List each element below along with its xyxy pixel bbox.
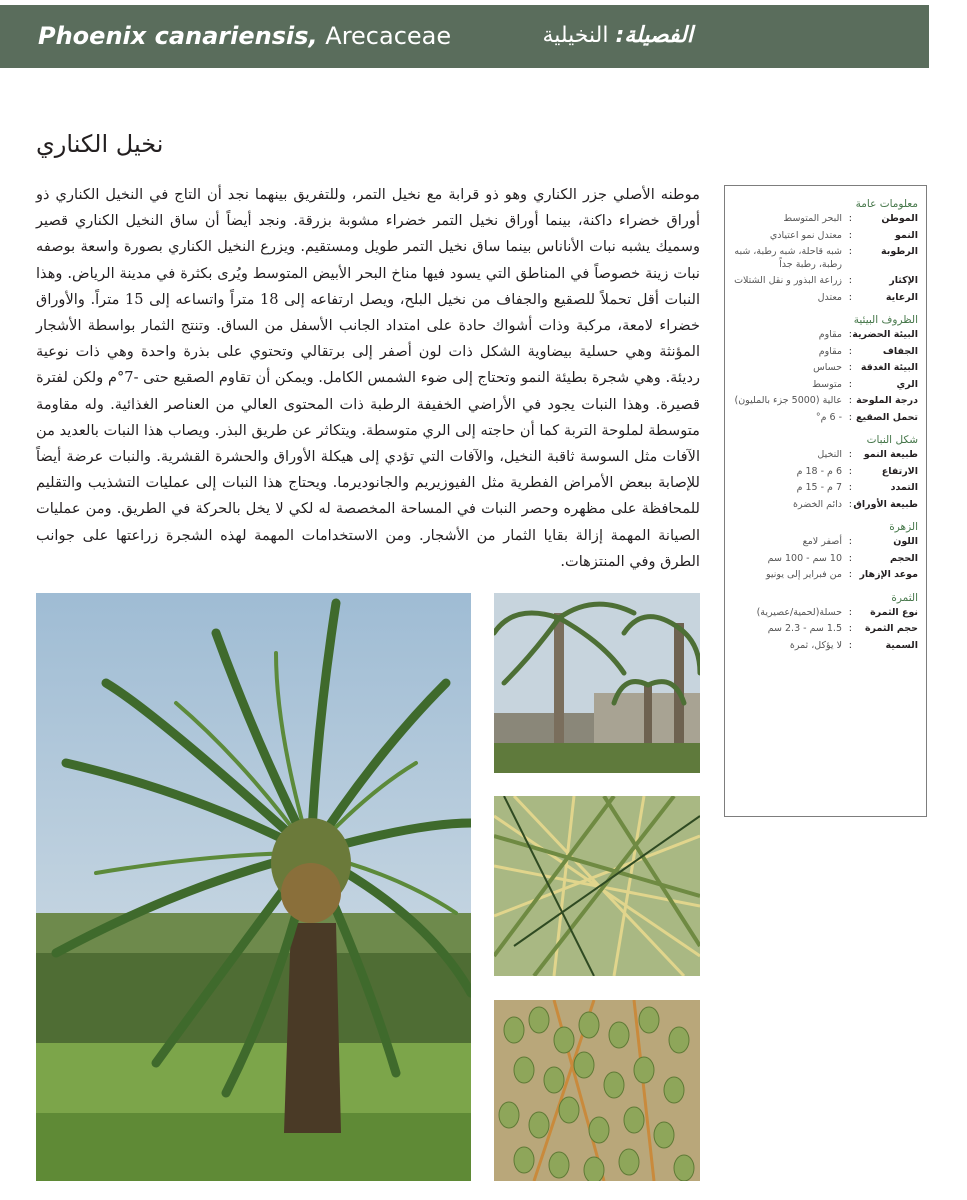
date-fruits-photo <box>494 1000 700 1181</box>
info-row <box>733 213 918 226</box>
family-arabic: النخيلية <box>542 23 609 48</box>
fruit-stalks-photo <box>494 796 700 976</box>
info-separator: : <box>848 552 852 564</box>
info-value: معتدل <box>817 291 842 303</box>
info-value: أصفر لامع <box>802 536 842 547</box>
info-separator: : <box>848 213 852 224</box>
info-key: البيئة الغدقة <box>860 362 918 373</box>
info-value: 10 سم - 100 سم <box>767 552 842 564</box>
info-key: الارتفاع <box>881 465 918 477</box>
info-row <box>733 607 918 620</box>
family-arabic-block <box>542 23 693 48</box>
info-value: البحر المتوسط <box>783 213 842 224</box>
info-row <box>733 466 918 479</box>
info-row <box>733 536 918 549</box>
info-value: شبه قاحلة، شبه رطبة، شبه رطبة، رطبة جداً <box>734 246 842 270</box>
scientific-name: Phoenix canariensis, <box>38 22 318 50</box>
info-row <box>733 329 918 342</box>
info-row <box>733 379 918 392</box>
info-key: الحجم <box>890 552 918 564</box>
info-separator: : <box>848 465 852 477</box>
palm-trunks-photo <box>494 593 700 773</box>
info-section-environment <box>733 314 918 424</box>
info-key: الرعاية <box>885 291 918 303</box>
info-value: لا يؤكل، ثمرة <box>789 639 842 651</box>
section-title: الثمرة <box>891 591 918 604</box>
info-separator: : <box>848 275 852 286</box>
info-key: موعد الإزهار <box>859 569 918 580</box>
info-key: الجفاف <box>882 345 918 357</box>
info-key: تحمل الصقيع <box>856 411 918 423</box>
info-value: معتدل نمو اعتيادي <box>769 229 842 241</box>
info-separator: : <box>848 229 852 241</box>
info-separator: : <box>848 482 852 493</box>
info-key: الرطوبة <box>881 246 918 257</box>
page-header <box>0 5 929 68</box>
info-row <box>733 449 918 462</box>
info-value: متوسط <box>812 378 842 390</box>
info-value: عالية (5000 جزء بالمليون) <box>734 395 842 406</box>
page-title: نخيل الكناري <box>36 130 164 158</box>
section-title: شكل النبات <box>866 434 918 446</box>
info-row <box>733 499 918 512</box>
info-key: التمدد <box>890 482 918 493</box>
info-row <box>733 292 918 305</box>
info-key: النمو <box>894 229 918 241</box>
info-key: اللون <box>893 536 918 547</box>
info-value: حسلة(لحمية/عصيرية) <box>756 606 842 618</box>
info-key: طبيعة الأوراق <box>853 498 918 510</box>
info-row <box>733 362 918 375</box>
info-separator: : <box>848 498 852 510</box>
info-box <box>724 185 927 817</box>
info-row <box>733 275 918 288</box>
info-section-shape <box>733 434 918 511</box>
section-title: الظروف البيئية <box>853 314 918 326</box>
info-key: السمية <box>885 639 918 651</box>
info-key: البيئة الحضرية <box>852 329 918 340</box>
info-separator: : <box>848 449 852 460</box>
info-row <box>733 640 918 653</box>
info-key: درجة الملوحة <box>856 395 918 406</box>
info-separator: : <box>848 345 852 357</box>
info-separator: : <box>848 639 852 651</box>
info-separator: : <box>848 623 852 634</box>
info-value: 7 م - 15 م <box>796 482 842 493</box>
info-key: الري <box>896 378 918 390</box>
description-paragraph: موطنه الأصلي جزر الكناري وهو ذو قرابة مع نخيل التمر، وللتفريق بينهما نجد أن التاج في النخيل الكناري ذو أوراق خضراء داكنة، بينما أوراق نخيل التمر خضراء مشوبة بزرقة. ونجد أيضاً أن ساق النخيل الكناري قصير وسميك يشبه نبات الأناناس بينما ساق نخيل التمر طويل ومستقيم. ويزرع النخيل الكناري بصورة واسعة بوصفه نبات زينة خصوصاً في المناطق التي يسود فيها مناخ البحر الأبيض المتوسط ويُرى بكثرة في مدينة الرياض. وهذا النبات أقل تحملاً للصقيع والجفاف من نخيل البلح، ويصل ارتفاعه إلى 18 متراً واتساعه إلى 15 متراً. والأوراق خضراء لامعة، مركبة وذات أشواك حادة على امتداد الجانب الأسفل من الساق. وتنتج الثمار بواسطة الأشجار المؤنثة وهي حسلية بيضاوية الشكل ذات لون أصفر إلى برتقالي وتحتوي على بذرة واحدة وهي ذات نوعية رديئة. وهي شجرة بطيئة النمو وتحتاج إلى ضوء الشمس الكامل. ويمكن أن تقاوم الصقيع حتى -7°م ولكن لفترة قصيرة. وهذا النبات يجود في الأراضي الخفيفة الرطبة ذات المحتوى العالي من العناصر الغذائية. وله مقاومة متوسطة لملوحة التربة كما أن حاجته إلى الري متوسطة. ويتكاثر عن طريق البذر. ويصاب هذا النبات بالعديد من الآفات مثل السوسة ثاقبة النخيل، والآفات التي تؤدي إلى هيكلة الأوراق والحشرة القشرية. والنبات عرضة أيضاً للإصابة ببعض الأمراض الفطرية مثل الفيوزيريم والجانوديرما. ويحتاج هذا النبات إلى عمليات التشذيب والتقليم للمحافظة على مظهره وحصر النبات في المساحة المخصصة له لكي لا يخل بالحركة في الطريق. ومن عمليات الصيانة المهمة إزالة بقايا الثمار من الأشجار. ومن الاستخدامات المهمة لهذه الشجرة زراعتها على جوانب الطرق وفي المنتزهات. <box>36 186 700 570</box>
info-row <box>733 246 918 271</box>
info-row <box>733 623 918 636</box>
info-value: زراعة البذور و نقل الشتلات <box>734 275 842 286</box>
info-value: دائم الخضرة <box>793 498 842 510</box>
info-separator: : <box>848 395 852 406</box>
info-value: - 6 م° <box>815 411 842 423</box>
section-title: الزهرة <box>889 521 918 533</box>
info-value: حساس <box>813 362 842 373</box>
info-value: 1.5 سم - 2.3 سم <box>767 623 842 634</box>
family-label: الفصيلة: <box>615 23 693 48</box>
info-value: النخيل <box>817 449 842 460</box>
info-row <box>733 346 918 359</box>
info-row <box>733 230 918 243</box>
info-separator: : <box>848 291 852 303</box>
info-section-general <box>733 198 918 304</box>
info-value: من فبراير إلى يونيو <box>766 569 842 580</box>
info-key: طبيعة النمو <box>863 449 918 460</box>
info-value: 6 م - 18 م <box>796 465 842 477</box>
info-section-fruit <box>733 592 918 653</box>
info-key: نوع الثمرة <box>870 606 918 618</box>
info-separator: : <box>848 378 852 390</box>
info-separator: : <box>848 329 852 340</box>
info-separator: : <box>848 536 852 547</box>
info-row <box>733 482 918 495</box>
latin-name <box>38 22 451 50</box>
info-key: الإكثار <box>889 275 918 286</box>
info-value: مقاوم <box>818 329 842 340</box>
info-separator: : <box>848 362 852 373</box>
info-separator: : <box>848 411 852 423</box>
section-title: معلومات عامة <box>855 198 918 210</box>
info-section-flower <box>733 521 918 582</box>
info-separator: : <box>848 606 852 618</box>
info-value: مقاوم <box>818 345 842 357</box>
info-key: حجم الثمرة <box>864 623 918 634</box>
info-row <box>733 569 918 582</box>
main-palm-photo <box>36 593 471 1181</box>
family-latin: Arecaceae <box>325 22 452 50</box>
info-separator: : <box>848 246 852 257</box>
info-separator: : <box>848 569 852 580</box>
info-row <box>733 553 918 566</box>
info-row <box>733 395 918 408</box>
info-key: الموطن <box>881 213 918 224</box>
info-row <box>733 412 918 425</box>
